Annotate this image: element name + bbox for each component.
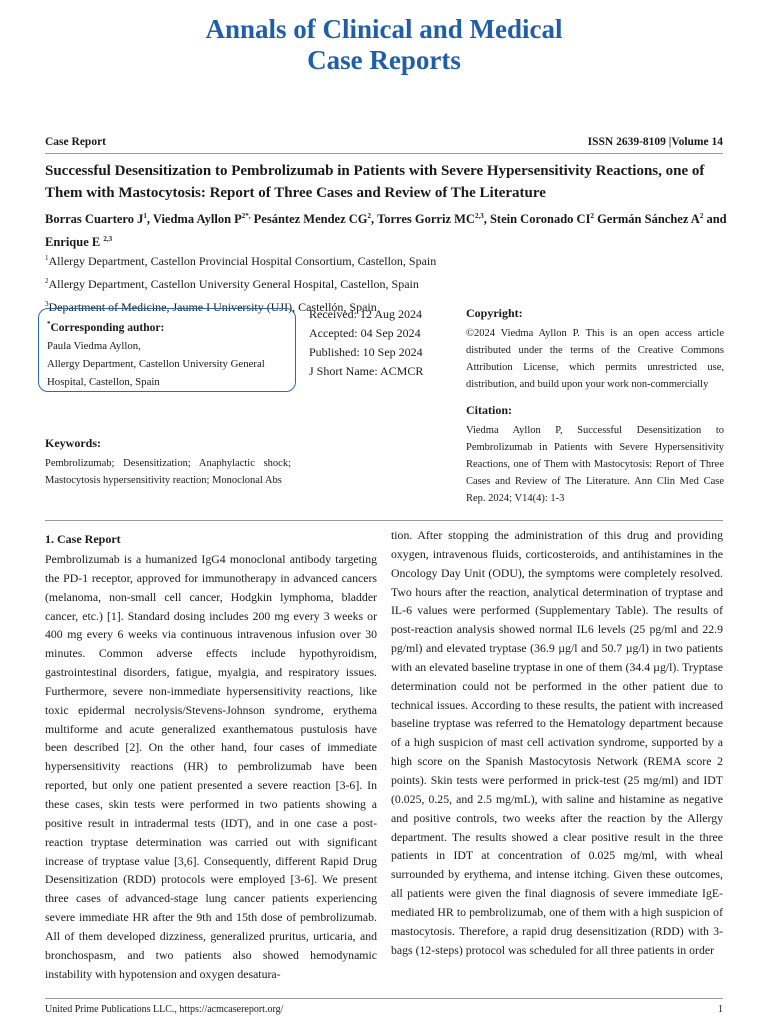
keywords-block [45,435,291,489]
issn-volume: ISSN 2639-8109 |Volume 14 [587,136,723,148]
affiliation: $^2$Allergy Department, Castellon University General Hospital, Castellon, Spain [45,277,419,291]
author: Stein Coronado $CI^2$ [489,212,594,227]
author: Borras Cuartero $J^1$, [45,212,153,227]
corresponding-author-name: Paula Viedma Ayllon, [47,339,141,352]
corresponding-author-heading: *Corresponding author: [47,320,165,334]
body-paragraph: tion. After stopping the administration of this drug and providing oxygen, intravenous fluids, corticosteroids, and antihistamines in the Oncology Day Unit (ODU), the symptoms were completely resolved. Two hours after the reaction, analytical determination of tryptase and IL-6 values were performed (Supplementary Table). The results of post-reaction analysis showed normal IL6 levels (25 pg/ml and 22.9 pg/ml) and elevated tryptase (36.9 µg/l and 50.7 µg/l) in two patients with an elevated baseline tryptase in one of them (34.4 µg/l). Tryptase determination could not be performed in the other patient due to technical issues. According to these results, the patient with increased baseline tryptase was referred to the Hematology department because of a high suspicion of mast cell activation syndrome, supported by a high score on the Spanish Mastocytosis Network (REMA score 2 points). Skin tests were performed in prick-test (25 mg/ml) and IDT (0.025, 0.25, and 2.5 mg/mL), with saline and histamine as negative and positive controls, two weeks after the reaction by the Allergy department. The results showed a clear positive result in the three patients in IDT at concentration of 0.025 mg/ml, with wheal surrounded by erythema, and intense itching. Given these outcomes, all patients were given the final diagnosis of severe immediate IgE-mediated HR to pembrolizumab, one of them with a high suspicion of mastocytosis. Therefore, a rapid drug desensitization (RDD) with 3-bags (12-steps) protocol was scheduled for all three patients in order [391,528,723,957]
page-footer [45,1004,723,1015]
affiliation: $^1$Allergy Department, Castellon Provincial Hospital Consortium, Castellon, Spain [45,254,437,268]
copyright-text: ©2024 Viedma Ayllon P. This is an open access article distributed under the terms of the Creative Commons Attribution License, which permits unrestricted use, distribution, and build upon your work non-commercially [466,328,724,390]
received-date: Received: 12 Aug 2024 [309,307,422,321]
keywords-heading: Keywords: [45,436,101,450]
page-number: 1 [718,1004,723,1015]
accepted-date: Accepted: 04 Sep 2024 [309,326,421,340]
journal-title-line1: Annals of Clinical and Medical [205,14,563,44]
author: Enrique E $^{2,3}$ [45,235,113,250]
body-column-left [45,530,377,983]
copyright-heading: Copyright: [466,306,523,320]
footer-publisher: United Prime Publications LLC., https://acmcasereport.org/ [45,1004,284,1015]
paper-title: Successful Desensitization to Pembrolizumab in Patients with Severe Hypersensitivity Reactions, one of Them with Mastocytosis: Report of Three Cases and Review of The Literature [45,163,705,201]
citation-block [466,402,724,507]
author-list [45,206,727,252]
corresponding-author-box [38,308,296,392]
author: Germán Sánchez $A^2$ and [597,212,727,227]
author: Viedma Ayllon $P^{2*,}$ [152,212,251,227]
citation-text: Viedma Ayllon P, Successful Desensitization to Pembrolizumab in Patients with Severe Hypersensitivity Reactions, one of Them with Mastocytosis: Report of Three Cases and Review of The Literature. Ann Clin Med Case Rep. 2024; V14(4): 1-3 [466,425,724,504]
section-heading: 1. Case Report [45,532,121,546]
journal-title [0,14,768,76]
author: Pesántez Mendez $CG^2$, [253,212,378,227]
header-divider [45,153,723,154]
journal-title-line2: Case Reports [307,45,461,75]
corresponding-author-address: Allergy Department, Castellon University General Hospital, Castellon, Spain [47,357,265,388]
body-paragraph: Pembrolizumab is a humanized IgG4 monoclonal antibody targeting the PD-1 receptor, approved for immunotherapy in advanced cancers (melanoma, non-small cell cancer, Hodgkin lymphoma, bladder cancer, etc.) [1]. Standard dosing includes 200 mg every 3 weeks or 400 mg every 6 weeks via continuous intravenous infusion over 30 minutes. Common adverse effects include hypothyroidism, gastrointestinal disorders, fatigue, myalgia, and respiratory issues. Furthermore, severe non-immediate hypersensitivity reactions, like toxic epidermal necrolysis/Stevens-Johnson syndrome, erythema multiforme and acute generalized exanthematous pustulosis have been described [2]. On the other hand, four cases of immediate hypersensitivity reactions (HR) to pembrolizumab have been reported, but only one patient presented a severe reaction [3-6]. In these cases, skin tests were performed in two patients showing a positive result in intradermal tests (IDT), and in one case a post-reaction tryptase determination was carried out with significant increase of tryptase value [3,6]. Consequently, different Rapid Drug Desensitization (RDD) protocols were employed [3-6]. We present three cases of advanced-stage lung cancer patients experiencing severe immediate HR after the 9th and 15th dose of pembrolizumab. All of them developed dizziness, generalized pruritus, urticaria, and bronchospasm, and two patients also showed hemodynamic instability with hypotension and oxygen desatura- [45,552,377,981]
article-type: Case Report [45,136,106,148]
journal-short-name: J Short Name: ACMCR [309,364,424,378]
author: Torres Gorriz MC$^{2,3}$, [377,212,490,227]
footer-divider [45,998,723,999]
copyright-block [466,305,724,393]
affiliation: $^3$Department of Medicine, Jaume I University (UJI), Castellón, Spain [45,300,377,314]
article-dates [309,305,459,381]
body-column-right [391,526,723,959]
body-divider [45,520,723,521]
published-date: Published: 10 Sep 2024 [309,345,423,359]
keywords-text: Pembrolizumab; Desensitization; Anaphylactic shock; Mastocytosis hypersensitivity reaction; Monoclonal Abs [45,458,291,486]
citation-heading: Citation: [466,403,512,417]
